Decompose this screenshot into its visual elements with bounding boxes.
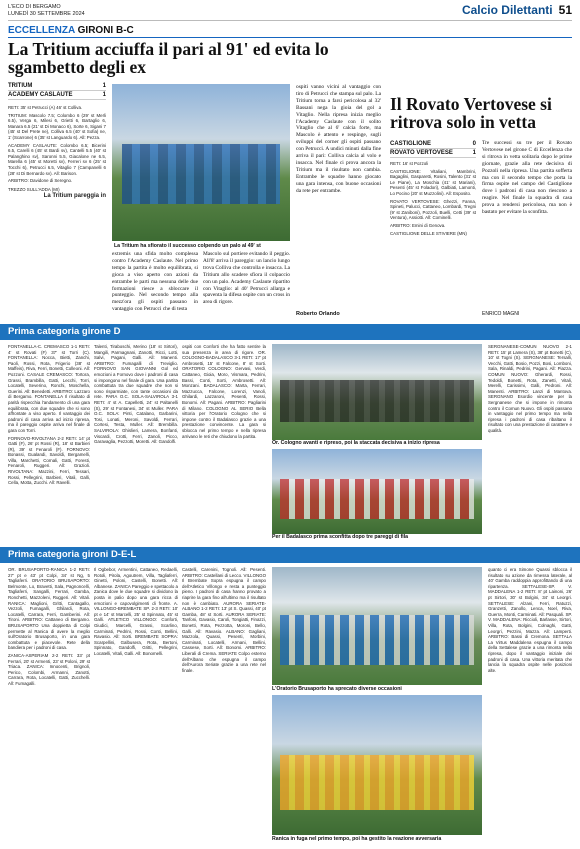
- article-column: ospiti vanno vicini al vantaggio con tiro di Petrucci che stampa sul palo. La Tritium torna a farsi pericolosa al 32' Bassani nega la gioia del gol a Vitaglio. Nella ripresa inizia meglio l'Academy Caslaute con il solito Vitaglio che al 6' calcia forte, ma Mascolo è attento e respinge, sugli sviluppi del corner gli ospiti passano con Petrucci. A undici minuti dalla fine arriva il pari: Colliva calcia al volo e insacca. Nel finale ci prova ancora la Tritium ma il risultato non cambia. Entrambe le squadre hanno giocato una gara intensa, con buone occasioni da rete per entrambe.: [296, 84, 381, 194]
- match-report-box: [390, 161, 476, 319]
- home-score: 1: [102, 83, 106, 89]
- second-headline: Il Rovato Vertovese si ritrova solo in vetta: [390, 94, 552, 132]
- match-report: FORNOVO-RIVOLTANA 2-2 RETI: 14' pt Gatti (F), 26' pt Rossi (R), 18' st Barbieri (R), 39' st Fenaroli (F). FORNOVO: Bonassi, Gualandi, Savoldi, Bergamelli, Villa, Marchetti, Cornali, Gatti, Foresti, Fenaroli, Ruggeri. All: Grazioli. RIVOLTANA: Mazzini, Ferri, Tessari, Rossi, Pellegrini, Barbieri, Vitali, Galli, Cella, Motta, Zucchi. All: Ravelli.: [8, 435, 90, 486]
- home-team: TRITIUM: [8, 83, 33, 89]
- away-team: ROVATO VERTOVESE: [390, 150, 453, 156]
- section-name: Calcio Dilettanti: [461, 3, 553, 17]
- match-report: ZANICA-ASPERIAM 2-2 RETI: 33' pt Ferrari, 20' st Armenti, 23' st Poloni, 29' st Triaca. ZANICA: Innocenti, Brignoli, Perico, Colombi, Armanni, Zanotti, Carrara, Rota, Locatelli, Gatti, Zucchelli. All: Fumagalli.: [8, 652, 90, 686]
- referee-line: ARBITRO: Davidone di Seregno.: [8, 178, 73, 184]
- article-column: Mascolo sul portiere evitando il peggio. All'8' arriva il pareggio: un lancio lungo trova Colliva che controlla e insacca. La Tritium allo scadere sfiora il colpaccio con un palo. Academy Caslaute ripartito con Vitaglio: al 40' Petrucci allarga e spaventa la difesa ospite con un cross in area di rigore.: [203, 251, 290, 306]
- article-column: Tre successi su tre per il Rovato Vertovese nel girone C di Eccellenza che si ritrova in vetta solitaria dopo le prime giornate, grazie alla rete decisiva di Pozzoli nella ripresa. Una partita sofferta ma con il secondo tempo che porta la firma ospite nel campo del Castiglione dove i padroni di casa non riescono a reagire. Nel finale la squadra di casa prova a rendersi pericolosa, ma non è bastato per evitare la sconfitta.: [482, 140, 572, 216]
- match-report: FONTANELLA-C. CREMASCO 1-1 RETI: 4' st Rovati (F) 37' st Torri (C). FONTANELLA: Nocca, Bietti, Zanchi, Paoli, Rossi, Rota, Frigerio (38' st Maffeis), Riva, Ferri, Bonetti, Colleoni. All: Pozzoni. CASALE CREMASCO: Tortora, Grassi, Brambilla, Gatti, Lecchi, Torri, Locatelli, Severino, Ronchi, Moschella, Guerini. All: Benedetti. ARBITRO: Lazzaro di Bergamo. FONTANELLA Il risultato di parità rispecchia l'andamento di una gara equilibrata, con due squadre che si sono affrontate a viso aperto. Il vantaggio dei padroni di casa arriva ad inizio ripresa, ma il pareggio ospite arriva nel finale di gara con Torri.: [8, 344, 90, 433]
- photo-caption: L'Oratorio Brusaporto ha sprecato diverse occasioni: [272, 686, 482, 692]
- team-photo-cologno: [272, 344, 482, 440]
- results-column: ospiti con Conforti che ha fatto sentire la sua presenza in area di rigore. OR. COLOGNO-BADALASCO 3-1 RETI: 17' pt Ambrosetti, 15' st Falcone, 8' st Sorti. ORATORIO COLOGNO: Gervasi, Verdi, Cattaneo, Gioia, Moro, Vismara, Pedrini, Bassi, Conti, Sorti, Ambrosetti. All: Monzani. BADALASCO: Marta, Ferrari, Mazzucca, Falcone, Lorenzi, Vanoli, Ghilardi, Lazzaroni, Pesenti, Rossi, Bonomi. All: Pagani. ARBITRO: Pagliarini di Milano. COLOGNO AL SERIO Bella vittoria per l'Oratorio Cologno che si impone contro il Badalasco grazie a una prestazione convincente. La gara si sblocca nel primo tempo e nella ripresa arrivano le reti che chiudono la partita.: [182, 344, 266, 439]
- away-lineup: ACADEMY CASLAUTE: Colombo 6.5; Bicerini 6.5, Carelli 6 (45' st Bardi sv), Cantelli 5.5 (40' st Palanghino sv), Saronni 5.5, Giacalone ne 6.5, Marella 6 (45' st Moretti sv), Ferreri sv 6 (25' st Tocchi 6), Petrucci 6.5, Vitaglio 7 (Campanelli 6 (28' st Di Bernardo sv). All: Barison.: [8, 142, 106, 176]
- lead-sentence: La Tritium pareggia in: [43, 193, 106, 200]
- results-column: [8, 567, 90, 843]
- main-headline: La Tritium acciuffa il pari al 91' ed evita lo sgambetto degli ex: [8, 39, 329, 77]
- team-photo-ranica: [272, 695, 482, 835]
- category-label: [8, 25, 134, 36]
- away-team: ACADEMY CASLAUTE: [8, 92, 73, 98]
- results-column: [8, 344, 90, 540]
- author: ENRICO MAGNI: [482, 311, 520, 317]
- players-group: [122, 144, 280, 204]
- away-score: 1: [472, 150, 476, 156]
- referee-line: ARBITRO: Emini di Genova.: [390, 222, 446, 228]
- home-team-row: [8, 82, 106, 91]
- team-photo-tritium: [112, 84, 290, 241]
- photo-caption: Or. Cologno avanti e ripreso, poi la staccata decisiva a inizio ripresa: [272, 440, 482, 446]
- section-band: Prima categoria girone D: [0, 324, 580, 340]
- home-lineup: CASTIGLIONE: Vitaliani, Mambrini, Bagaglini, Gasparetti, Rosini, Talento (31' st Le Piane), La Moschia (41' st Mariani), Pesenti (45' st Foladori), Galbiati, Lamonti, Lo Pocino (20' st Muzzolini). All: Esposito.: [390, 168, 476, 196]
- away-score: 1: [102, 92, 106, 98]
- team-photo-brusaporto: [272, 567, 482, 685]
- author: Roberto Orlando: [296, 311, 340, 317]
- players-group: [280, 380, 474, 422]
- results-column: Il Ogbebor, Armentini, Cattaneo, Redaelli, Rotoli, Pirola, Agoutrem, Villa, Tagliaferri, Ginetti, Poloni, Castelli, Bonetti. All: Albanese. ZANICA Pareggio e spettacolo a Zanica dove le due squadre si dividono la posta in palio dopo una gara ricca di emozioni e capovolgimenti di fronte. A. VILLONGO-BREMBATE SP. 2-3 RETI: 10' pt e 14' st Marcelli, 25' st Spinnato, 45' st Galli. ATLETICO VILLONGO: Conforti, Giudici, Marcelli, Grassi, Scarlino, Carminati, Pedrini, Rossi, Conti, Bellini, Ravasio. All: Sorti. BREMBATE SOPRA: Scarpellini, Galbusera, Rota, Bertoni, Spinnato, Gandolfi, Gritti, Pellegrini, Locatelli, Vitali, Galli. All: Bonomelli.: [94, 567, 178, 656]
- results-column: Castelli, Carenini, Tognoli. All: Pesenti. ARBITRO: Castellani di Lecco. VILLONGO Il Brembate Sopra espugna il campo dell'Atletico Villongo e resta a punteggio pieno. I padroni di casa hanno provato a riaprire la gara fino all'ultimo ma il risultato non è cambiato. AURORA SERIATE-ALBANO 1-2 RETI: 13' pt S. Quassi, 40' pt Gamba, 48' st Sorti. AURORA SERIATE: Tanfoni, Gavasio, Caroli, Tongiatti, Finazzi, Bonetti, Rota, Pezzotta, Moroni, Bello, Galli. All: Ravasio. ALBANO: Gagliani, Mazzola, Quassi, Pesenti, Morbini, Carminati, Locatelli, Armani, Bellini, Cassese, Sorti. All: Bonomi. ARBITRO: Liberali di Crema. SERIATE Colpo esterno dell'Albano che espugna il campo dell'Aurora Seriate grazie a una rete nel finale.: [182, 567, 266, 673]
- newspaper-masthead: [8, 4, 85, 18]
- home-lineup: TRITIUM: Mascolo 7.5; Colombo 6 (29' st Merli 6.5), Verga 6, Milesi 6, Grietti 6, Bartaglio 6, Manara 6.5 (21' st Di Monaco 6), Sorte 6, Sigani 7 (45' st Del Prete ne), Colliva 6.5 (40' st Sofia) ne, 1' (Scarrone) 6 (35' st Languardo 6). All: Pezza.: [8, 112, 106, 140]
- article-column: extremis una sfida molto complessa contro l'Academy Caslaute. Nel primo tempo la partita è molto equilibrata, si gioca a viso aperto con azioni da entrambe le parti ma nessuna delle due formazioni riesce a sbloccare il punteggio. Nel secondo tempo alla mezz'ora gli ospiti passano in vantaggio con Petrucci che di testa: [112, 251, 198, 313]
- home-team: CASTIGLIONE: [390, 141, 432, 147]
- results-column: Talenti, Tiraboschi, Merino (18' st Sirtori), Mangili, Parmagnani, Zanotti, Ricci, Lotti, Salvi, Pagani, Galli. All: Manenti. ARBITRO: Fumagalli di Treviglio. FORNOVO SAN GIOVANNI Gol ed emozioni a Fornovo dove i padroni di casa si impongono nel finale di gara. Una partita combattuta tra due squadre che non si sono risparmiate, con tante occasioni da rete. PARA O.C. SOLA-SALVIROLA 3-1 RETI: 4' st A. Capelletti, 24' st Paltanelli (S), 29' st Fontanesi, 34' st Muller. PARA O.C. SOLA: Pinti, Catalano, Garbarini, Tosi, Lonati, Meroni, Savoldi, Ferrari, Cortesi, Testa, Muller. All: Brembilla. SALVIROLA: Ghislieri, Lamera, Bonfanti, Viscardi, Crotti, Ferri, Zanoli, Picco, Garavaglia, Pezzotti, Moretti. All: Gandolfi.: [94, 344, 178, 445]
- match-report: OR. BRUSAPORTO-RANICA 1-2 RETI: 27' pt e 43' pt Colpi, 34' st Ng, 5 Tagliaferri. ORATORIO BRUSAPORTO: Belmonte, Lo, Bravetti, Sala, Pagnoncelli, Tagliaferri, Sangalli, Ferrari, Gamba, Ronchetti, Mazzoleni, Ruggeri. All: Vitali. RANICA: Maglioni, Gritti, Cantagallo, Vezzoli, Fumagalli, Ghilardi, Rota, Locatelli, Carrara, Ferri, Gamberini. All: Tironi. ARBITRO: Cattaneo di Bergamo. BRUSAPORTO Una doppietta di Colpi permette al Ranica di avere la meglio sull'Oratorio Brusaporto, in una gara combattuta e piacevole. Rete della bandiera per i padroni di casa.: [8, 567, 90, 651]
- issue-date: LUNEDÌ 30 SETTEMBRE 2024: [8, 11, 85, 17]
- dateline: TREZZO SULL'ADDA (MI): [8, 186, 60, 192]
- away-team-row: [8, 91, 106, 100]
- page-number: 51: [558, 3, 572, 17]
- match-scorebox: [8, 82, 106, 100]
- newspaper-name: L'ECO DI BERGAMO: [8, 4, 61, 10]
- players-group: [280, 615, 474, 665]
- match-scorebox: [390, 140, 476, 158]
- players-group: [280, 755, 474, 810]
- home-team-row: [390, 140, 476, 149]
- results-column: SERGNANESE-COMUN NUOVO 2-1 RETI: 15' pt Lamera (S), 38' pt Bonetti (C), 10' st Togni (S). SERGNANESE: Tersalli, Vecchi, Gatti, Bosio, Pozzi, Bosi, Lomboni, Sala, Rinaldi, Pedrini, Pagani. All: Piazza. COMUN NUOVO: Gherardi, Rossi, Tedoldi, Bonetti, Rota, Zanetti, Vitali, Merelli, Carissimi, Galli, Pedroni. All: Manenti. ARBITRO: Lanzi di Mantova. SERGNANO Esordio vincente per la Sergnanese che si impone in rimonta contro il Comun Nuovo. Gli ospiti passano in vantaggio nel primo tempo ma nella ripresa i padroni di casa ribaltano il risultato con una prestazione di carattere e qualità.: [488, 344, 572, 433]
- section-header: [462, 3, 572, 17]
- photo-caption: Ranica in fuga nel primo tempo, poi ha gestito la reazione avversaria: [272, 836, 482, 842]
- team-photo-badalasco: [272, 449, 482, 534]
- match-report-box: [8, 105, 106, 200]
- category-divider: [8, 37, 572, 38]
- results-column: quanto ci era Simone Quassi sblocca il risultato su azione da rimessa laterale, al 40' Gamba raddoppia approfittando di una ripartenza. SETTALESE-SP. V. MADDALENA 1-2 RETI: 8' pt Lainoni, 26' pt Sirtori, 30' st Bolgini, 34' st Leorgri. SETTALESE: Alzani, Ferri, Ratuzzi, Granzetti, Zanollo, Lenca, Noel, Riva, Guerra, Monti, Carminati. All: Pasquali. SP. V. MADDALENA: Riccioli, Barlasse, Sirtori, Villa, Rota, Bolgini, Colnaghi, Gatti, Leorgri, Pezzini, Mazza. All: Lamperti. ARBITRO: Bassi di Cremona. SETTALA La Virtus Maddalena espugna il campo della Settalese grazie a una rimonta nella ripresa, dopo il vantaggio iniziale dei padroni di casa. Una vittoria meritata che lancia la squadra ospite nelle posizioni alte.: [488, 567, 572, 673]
- category-name: ECCELLENZA: [8, 25, 75, 36]
- category-groups: GIRONI B-C: [77, 25, 134, 36]
- goals-line: RETI: 16' st Pozzoli: [390, 161, 429, 166]
- photo-caption: La Tritium ha sfiorato il successo colpendo un palo al 49' st: [114, 243, 292, 249]
- players-group: [280, 479, 474, 519]
- photo-caption: Per il Badalasco prima sconfitta dopo tre pareggi di fila: [272, 534, 482, 540]
- away-lineup: ROVATO VERTOVESE: Ghezzi, Fanna, Spineti, Palucci, Cattaneo, Lombardi, Tregni (9' st Zaniboni), Pozzoli, Buelli, Cetti (39' st Ventura), Assiotti. All: Cominelli.: [390, 198, 476, 221]
- section-band: Prima categoria gironi D-E-L: [0, 547, 580, 563]
- goals-line: RETI: 35' st Petrucci (A) 46' st Colliva.: [8, 105, 83, 110]
- header-divider: [8, 20, 572, 21]
- dateline: CASTIGLIONE DELLE STIVIERE (MN): [390, 230, 467, 236]
- away-team-row: [390, 149, 476, 158]
- home-score: 0: [472, 141, 476, 147]
